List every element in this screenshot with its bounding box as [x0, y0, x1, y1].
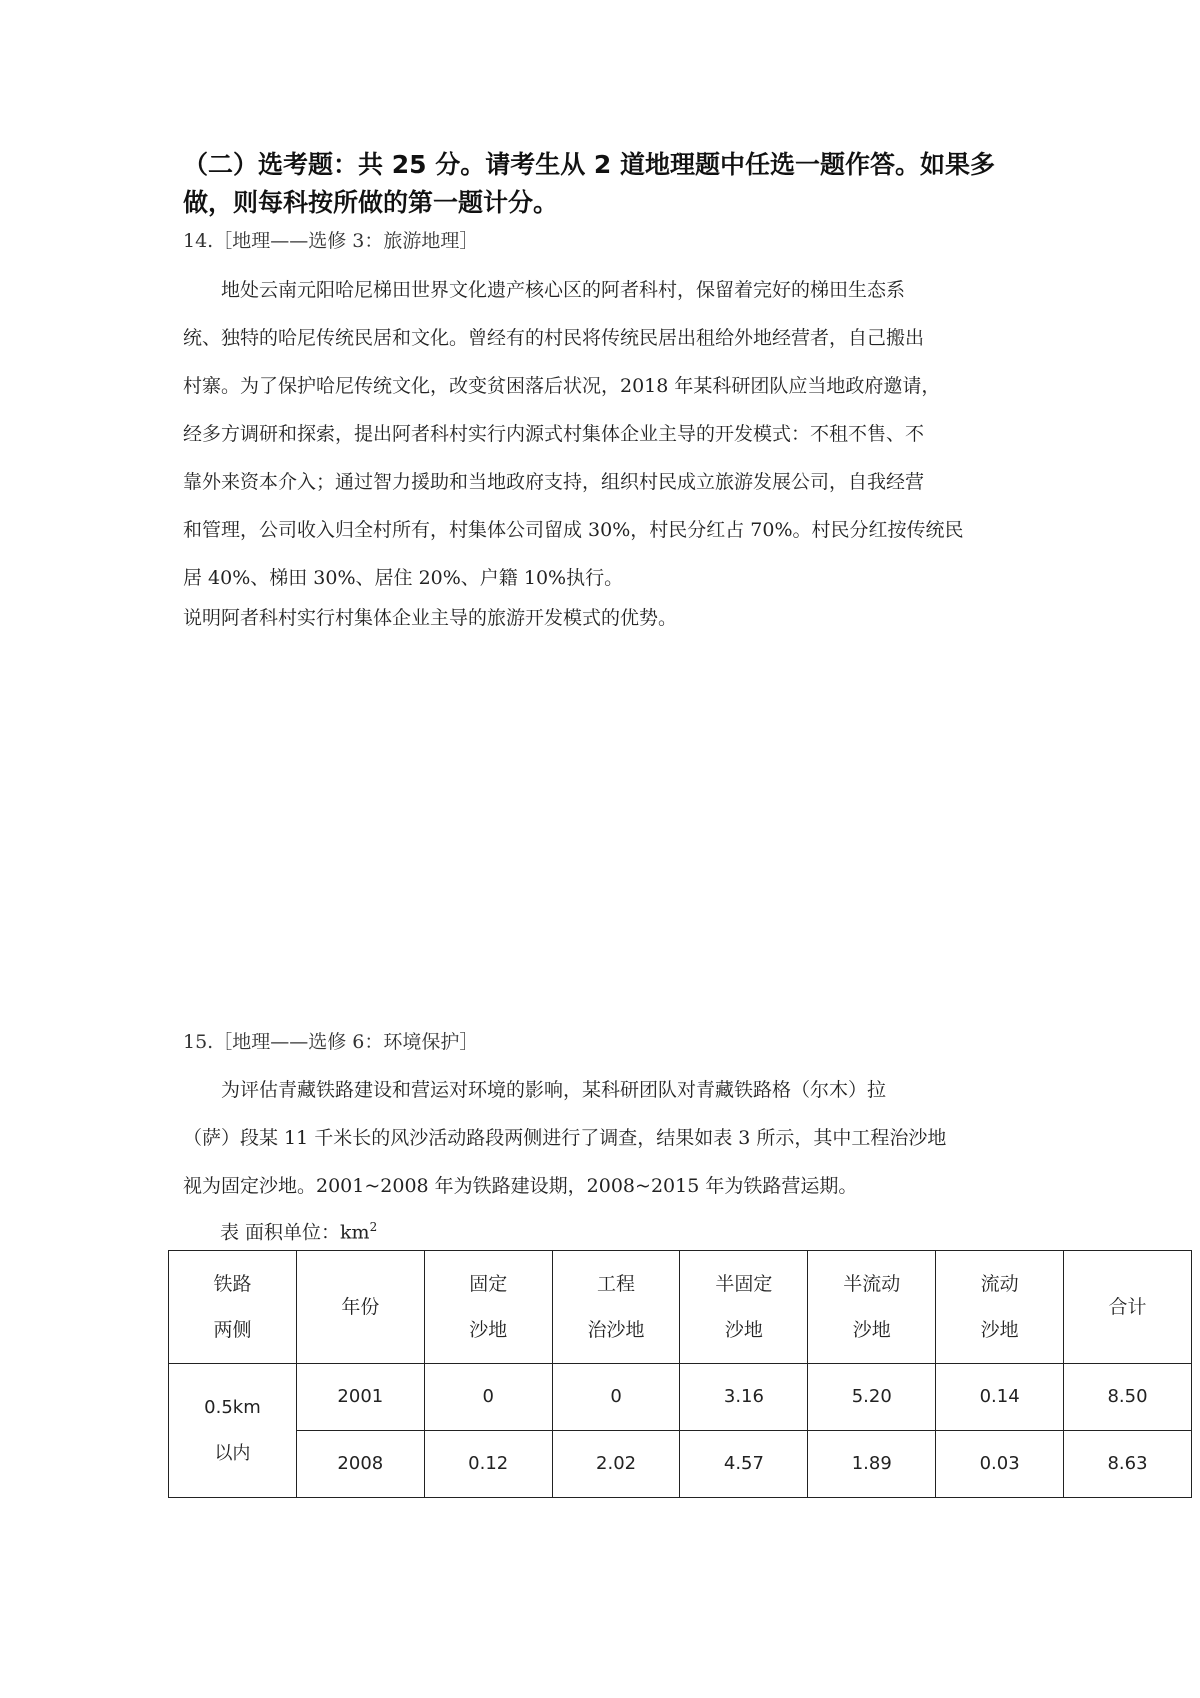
unit-superscript: 2	[369, 1220, 378, 1234]
table-row	[169, 1364, 1192, 1431]
passage-line: 经多方调研和探索，提出阿者科村实行内源式村集体企业主导的开发模式：不租不售、不	[183, 423, 925, 445]
header-semi-mobile-sand: 半流动 沙地	[808, 1251, 936, 1364]
header-engineered-sand: 工程 治沙地	[552, 1251, 680, 1364]
table-cell: 0.12	[424, 1431, 552, 1498]
table-cell: 0	[424, 1364, 552, 1431]
passage-line: 靠外来资本介入；通过智力援助和当地政府支持，组织村民成立旅游发展公司，自我经营	[183, 471, 925, 493]
section-title: （二）选考题：共 25 分。请考生从 2 道地理题中任选一题作答。如果多做，则每科按所做的第一题计分。	[183, 150, 996, 217]
passage-line: 村寨。为了保护哈尼传统文化，改变贫困落后状况，2018 年某科研团队应当地政府邀请，	[183, 375, 941, 397]
header-year: 年份	[296, 1251, 424, 1364]
table-cell: 0.03	[936, 1431, 1064, 1498]
table-cell: 0.14	[936, 1364, 1064, 1431]
passage-line: （萨）段某 11 千米长的风沙活动路段两侧进行了调查，结果如表 3 所示，其中工程治沙地	[183, 1127, 947, 1149]
table-cell: 2001	[296, 1364, 424, 1431]
table-header-row	[169, 1251, 1192, 1364]
region-cell: 0.5km 以内	[169, 1364, 297, 1498]
passage-line: 视为固定沙地。2001~2008 年为铁路建设期，2008~2015 年为铁路营运期。	[183, 1175, 858, 1197]
passage-line: 统、独特的哈尼传统民居和文化。曾经有的村民将传统民居出租给外地经营者，自己搬出	[183, 327, 925, 349]
question-14-heading: 14.［地理——选修 3：旅游地理］	[183, 230, 479, 252]
question-14-prompt: 说明阿者科村实行村集体企业主导的旅游开发模式的优势。	[183, 607, 678, 629]
table-cell: 2008	[296, 1431, 424, 1498]
header-total: 合计	[1064, 1251, 1192, 1364]
question-15-heading: 15.［地理——选修 6：环境保护］	[183, 1031, 479, 1053]
passage-line: 居 40%、梯田 30%、居住 20%、户籍 10%执行。	[183, 567, 624, 589]
table-row	[169, 1431, 1192, 1498]
header-railway-sides: 铁路 两侧	[169, 1251, 297, 1364]
passage-line: 为评估青藏铁路建设和营运对环境的影响，某科研团队对青藏铁路格（尔木）拉	[221, 1079, 887, 1101]
table-cell: 1.89	[808, 1431, 936, 1498]
table-caption	[220, 1212, 377, 1247]
header-fixed-sand: 固定 沙地	[424, 1251, 552, 1364]
table-cell: 3.16	[680, 1364, 808, 1431]
passage-line: 地处云南元阳哈尼梯田世界文化遗产核心区的阿者科村，保留着完好的梯田生态系	[221, 279, 906, 301]
table-cell: 8.50	[1064, 1364, 1192, 1431]
table-cell: 0	[552, 1364, 680, 1431]
sand-area-table	[168, 1250, 1192, 1498]
table-cell: 4.57	[680, 1431, 808, 1498]
table-cell: 8.63	[1064, 1431, 1192, 1498]
header-semi-fixed-sand: 半固定 沙地	[680, 1251, 808, 1364]
question-15-passage	[183, 1066, 1013, 1210]
question-14-passage	[183, 266, 1013, 602]
passage-line: 和管理，公司收入归全村所有，村集体公司留成 30%，村民分红占 70%。村民分红按传统民	[183, 519, 964, 541]
table-cell: 2.02	[552, 1431, 680, 1498]
table-caption-text: 表 面积单位：km	[220, 1221, 370, 1244]
header-mobile-sand: 流动 沙地	[936, 1251, 1064, 1364]
table-cell: 5.20	[808, 1364, 936, 1431]
